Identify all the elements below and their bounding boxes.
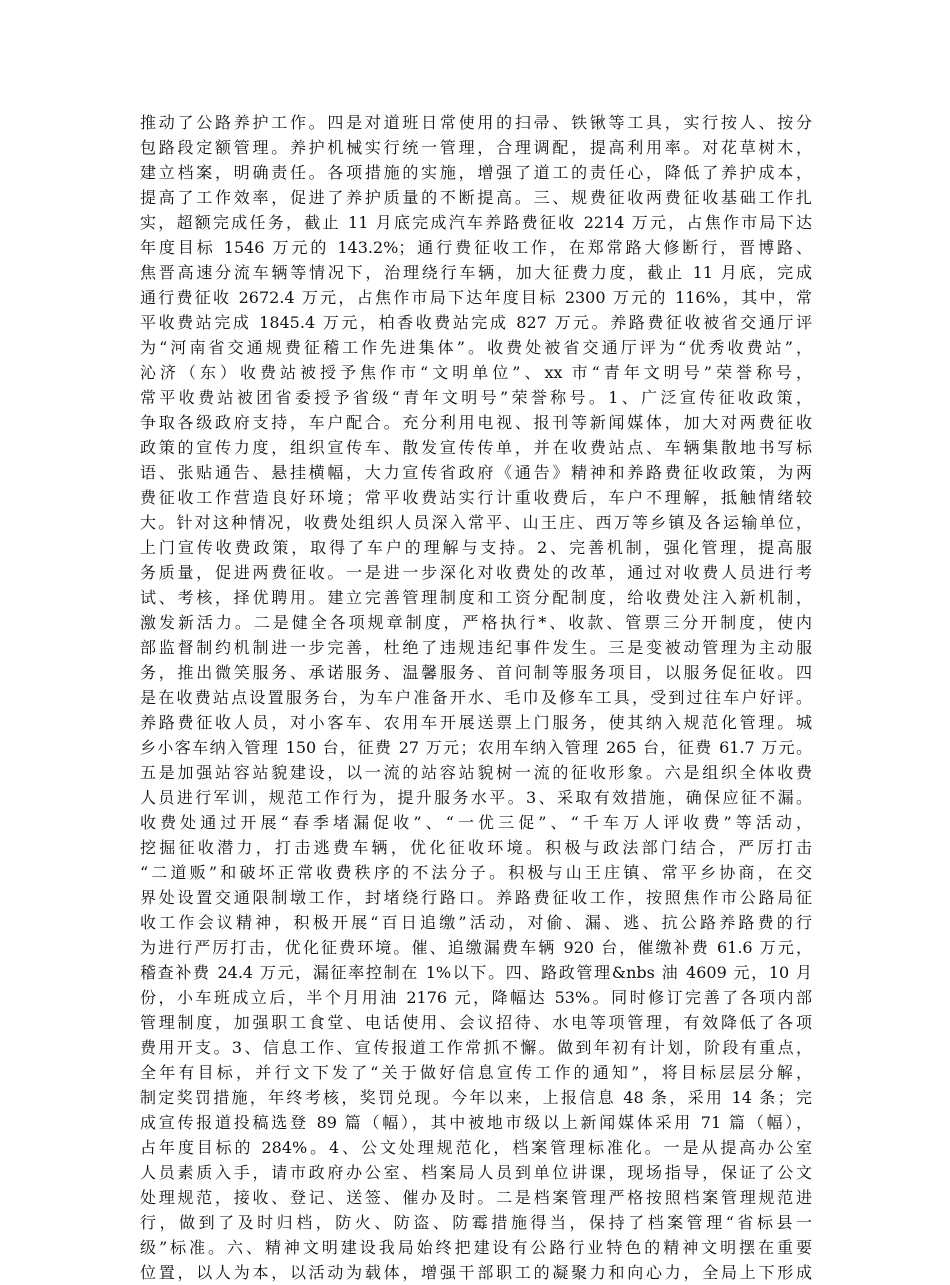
text-line: 沁济（东）收费站被授予焦作市“文明单位”、xx 市“青年文明号”荣誉称号，	[140, 363, 812, 382]
text-line: 费用开支。3、信息工作、宣传报道工作常抓不懈。做到年初有计划，阶段有重点，	[140, 1038, 812, 1057]
text-line: “二道贩”和破坏正常收费秩序的不法分子。积极与山王庄镇、常平乡协商，在交	[140, 863, 812, 882]
text-line: 养路费征收人员，对小客车、农用车开展送票上门服务，使其纳入规范化管理。城	[140, 713, 812, 732]
text-line: 实，超额完成任务，截止 11 月底完成汽车养路费征收 2214 万元，占焦作市局下达	[140, 213, 812, 232]
text-line: 争取各级政府支持，车户配合。充分利用电视、报刊等新闻媒体，加大对两费征收	[140, 413, 812, 432]
text-line: 位置，以人为本，以活动为载体，增强干部职工的凝聚力和向心力，全局上下形成	[140, 1263, 812, 1282]
text-line: 收工作会议精神，积极开展“百日追缴”活动，对偷、漏、逃、抗公路养路费的行	[140, 913, 812, 932]
text-line: 政策的宣传力度，组织宣传车、散发宣传传单，并在收费站点、车辆集散地书写标	[140, 438, 812, 457]
text-line: 激发新活力。二是健全各项规章制度，严格执行*、收款、管票三分开制度，使内	[140, 613, 812, 632]
text-line: 部监督制约机制进一步完善，杜绝了违规违纪事件发生。三是变被动管理为主动服	[140, 638, 812, 657]
text-line: 行，做到了及时归档，防火、防盗、防霉措施得当，保持了档案管理“省标县一	[140, 1213, 812, 1232]
text-line: 占年度目标的 284%。4、公文处理规范化，档案管理标准化。一是从提高办公室	[140, 1138, 812, 1157]
text-line: 界处设置交通限制墩工作，封堵绕行路口。养路费征收工作，按照焦作市公路局征	[140, 888, 812, 907]
text-line: 成宣传报道投稿选登 89 篇（幅），其中被地市级以上新闻媒体采用 71 篇（幅），	[140, 1113, 812, 1132]
text-line: 大。针对这种情况，收费处组织人员深入常平、山王庄、西万等乡镇及各运输单位，	[140, 513, 812, 532]
text-line: 收费处通过开展“春季堵漏促收”、“一优三促”、“千车万人评收费”等活动，	[140, 813, 812, 832]
text-line: 通行费征收 2672.4 万元，占焦作市局下达年度目标 2300 万元的 116%，其中，常	[140, 288, 812, 307]
text-line: 人员进行军训，规范工作行为，提升服务水平。3、采取有效措施，确保应征不漏。	[140, 788, 812, 807]
text-line: 级”标准。六、精神文明建设我局始终把建设有公路行业特色的精神文明摆在重要	[140, 1238, 812, 1257]
text-line: 包路段定额管理。养护机械实行统一管理，合理调配，提高利用率。对花草树木，	[140, 138, 812, 157]
text-line: 管理制度，加强职工食堂、电话使用、会议招待、水电等项管理，有效降低了各项	[140, 1013, 812, 1032]
text-line: 全年有目标，并行文下发了“关于做好信息宣传工作的通知”，将目标层层分解，	[140, 1063, 812, 1082]
text-line: 人员素质入手，请市政府办公室、档案局人员到单位讲课，现场指导，保证了公文	[140, 1163, 812, 1182]
text-line: 制定奖罚措施，年终考核，奖罚兑现。今年以来，上报信息 48 条，采用 14 条；完	[140, 1088, 812, 1107]
text-line: 是在收费站点设置服务台，为车户准备开水、毛巾及修车工具，受到过往车户好评。	[140, 688, 812, 707]
text-line: 焦晋高速分流车辆等情况下，治理绕行车辆，加大征费力度，截止 11 月底，完成	[140, 263, 812, 282]
text-line: 挖掘征收潜力，打击逃费车辆，优化征收环境。积极与政法部门结合，严厉打击	[140, 838, 812, 857]
text-line: 平收费站完成 1845.4 万元，柏香收费站完成 827 万元。养路费征收被省交通厅评	[140, 313, 812, 332]
text-line: 乡小客车纳入管理 150 台，征费 27 万元；农用车纳入管理 265 台，征费 61.7 万元。	[140, 738, 812, 757]
text-line: 处理规范，接收、登记、送签、催办及时。二是档案管理严格按照档案管理规范进	[140, 1188, 812, 1207]
text-line: 试、考核，择优聘用。建立完善管理制度和工资分配制度，给收费处注入新机制，	[140, 588, 812, 607]
text-line: 建立档案，明确责任。各项措施的实施，增强了道工的责任心，降低了养护成本，	[140, 163, 812, 182]
text-line: 年度目标 1546 万元的 143.2%；通行费征收工作，在郑常路大修断行，晋博路、	[140, 238, 812, 257]
text-line: 份，小车班成立后，半个月用油 2176 元，降幅达 53%。同时修订完善了各项内部	[140, 988, 812, 1007]
text-line: 推动了公路养护工作。四是对道班日常使用的扫帚、铁锹等工具，实行按人、按分	[140, 113, 812, 132]
text-line: 为进行严厉打击，优化征费环境。催、追缴漏费车辆 920 台，催缴补费 61.6 万元，	[140, 938, 812, 957]
text-line: 务，推出微笑服务、承诺服务、温馨服务、首问制等服务项目，以服务促征收。四	[140, 663, 812, 682]
text-line: 语、张贴通告、悬挂横幅，大力宣传省政府《通告》精神和养路费征收政策，为两	[140, 463, 812, 482]
text-line: 提高了工作效率，促进了养护质量的不断提高。三、规费征收两费征收基础工作扎	[140, 188, 812, 207]
text-line: 稽查补费 24.4 万元，漏征率控制在 1%以下。四、路政管理&nbs 油 4609 元，10 月	[140, 963, 812, 982]
body-text	[140, 110, 812, 1285]
text-line: 五是加强站容站貌建设，以一流的站容站貌树一流的征收形象。六是组织全体收费	[140, 763, 812, 782]
text-line: 为“河南省交通规费征稽工作先进集体”。收费处被省交通厅评为“优秀收费站”，	[140, 338, 812, 357]
text-line: 务质量，促进两费征收。一是进一步深化对收费处的改革，通过对收费人员进行考	[140, 563, 812, 582]
text-line: 常平收费站被团省委授予省级“青年文明号”荣誉称号。1、广泛宣传征收政策，	[140, 388, 812, 407]
text-line: 上门宣传收费政策，取得了车户的理解与支持。2、完善机制，强化管理，提高服	[140, 538, 812, 557]
text-line: 费征收工作营造良好环境；常平收费站实行计重收费后，车户不理解，抵触情绪较	[140, 488, 812, 507]
